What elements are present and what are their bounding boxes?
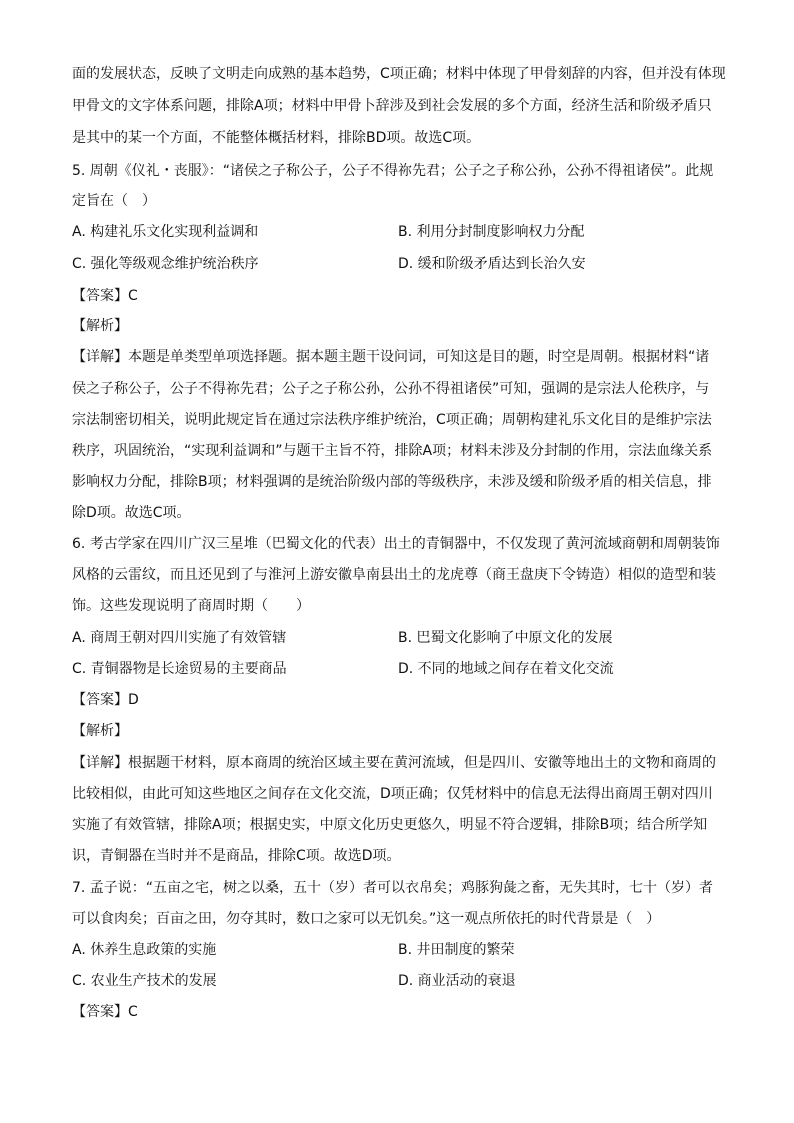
question-5-detail: 影响权力分配，排除B项；材料强调的是统治阶级内部的等级秩序，未涉及缓和阶级矛盾的相关信息，排 (72, 474, 712, 490)
question-6-detail: 实施了有效管辖，排除A项；根据史实，中原文化历史更悠久，明显不符合逻辑，排除B项；结合所学知 (72, 817, 708, 833)
question-5-detail: 除D项。故选C项。 (72, 505, 191, 521)
text-line: 甲骨文的文字体系问题，排除A项；材料中甲骨卜辞涉及到社会发展的多个方面，经济生活和阶级矛盾只 (72, 98, 712, 114)
question-6-option-a: A. 商周王朝对四川实施了有效管辖 (72, 630, 287, 646)
question-6-analysis-heading: 【解析】 (72, 723, 128, 739)
question-5-stem: 定旨在（ ） (72, 193, 156, 209)
question-7-option-d: D. 商业活动的衰退 (398, 973, 516, 989)
question-5-detail: 宗法制密切相关，说明此规定旨在通过宗法秩序维护统治，C项正确；周朝构建礼乐文化目的是维护宗法 (72, 412, 712, 428)
question-7-stem: 可以食肉矣；百亩之田，勿夺其时，数口之家可以无饥矣。”这一观点所依托的时代背景是（ ） (72, 911, 661, 927)
question-6-stem: 饰。这些发现说明了商周时期（ ） (72, 598, 310, 614)
question-5-option-b: B. 利用分封制度影响权力分配 (398, 224, 585, 240)
text-line: 是其中的某一个方面，不能整体概括材料，排除BD项。故选C项。 (72, 130, 481, 146)
question-5-analysis-heading: 【解析】 (72, 318, 128, 334)
question-7-option-a: A. 休养生息政策的实施 (72, 942, 217, 958)
question-7-stem: 7. 孟子说：“五亩之宅，树之以桑，五十（岁）者可以衣帛矣；鸡豚狗彘之畜，无失其时，七十（岁）者 (72, 880, 714, 896)
question-7-option-b: B. 井田制度的繁荣 (398, 942, 515, 958)
question-6-detail: 【详解】根据题干材料，原本商周的统治区域主要在黄河流域，但是四川、安徽等地出土的文物和商周的 (72, 755, 716, 771)
question-5-detail: 侯之子称公子，公子不得祢先君；公子之子称公孙，公孙不得祖诸侯”可知，强调的是宗法人伦秩序，与 (72, 381, 710, 397)
question-6-option-b: B. 巴蜀文化影响了中原文化的发展 (398, 630, 613, 646)
question-6-stem: 风格的云雷纹，而且还见到了与淮河上游安徽阜南县出土的龙虎尊（商王盘庚下令铸造）相似的造型和装 (72, 567, 716, 583)
question-6-stem: 6. 考古学家在四川广汉三星堆（巴蜀文化的代表）出土的青铜器中，不仅发现了黄河流域商朝和周朝装饰 (72, 536, 720, 552)
question-5-stem: 5. 周朝《仪礼・丧服》：“诸侯之子称公子，公子不得祢先君；公子之子称公孙，公孙不得祖诸侯”。此规 (72, 163, 714, 179)
question-6-detail: 比较相似，由此可知这些地区之间存在文化交流，D项正确；仅凭材料中的信息无法得出商周王朝对四川 (72, 786, 713, 802)
question-5-option-c: C. 强化等级观念维护统治秩序 (72, 256, 259, 272)
question-7-answer: 【答案】C (72, 1004, 138, 1020)
question-6-option-d: D. 不同的地域之间存在着文化交流 (398, 661, 614, 677)
question-6-option-c: C. 青铜器物是长途贸易的主要商品 (72, 661, 287, 677)
question-5-answer: 【答案】C (72, 288, 138, 304)
question-5-detail: 【详解】本题是单类型单项选择题。据本题主题干设问词，可知这是目的题，时空是周朝。根据材料“诸 (72, 349, 710, 365)
question-7-option-c: C. 农业生产技术的发展 (72, 973, 217, 989)
question-6-answer: 【答案】D (72, 692, 139, 708)
question-5-option-a: A. 构建礼乐文化实现利益调和 (72, 224, 259, 240)
text-line: 面的发展状态，反映了文明走向成熟的基本趋势，C项正确；材料中体现了甲骨刻辞的内容，但并没有体现 (72, 66, 726, 82)
question-6-detail: 识，青铜器在当时并不是商品，排除C项。故选D项。 (72, 848, 401, 864)
question-5-detail: 秩序，巩固统治，“实现利益调和”与题干主旨不符，排除A项；材料未涉及分封制的作用，宗法血缘关系 (72, 443, 713, 459)
question-5-option-d: D. 缓和阶级矛盾达到长治久安 (398, 256, 586, 272)
